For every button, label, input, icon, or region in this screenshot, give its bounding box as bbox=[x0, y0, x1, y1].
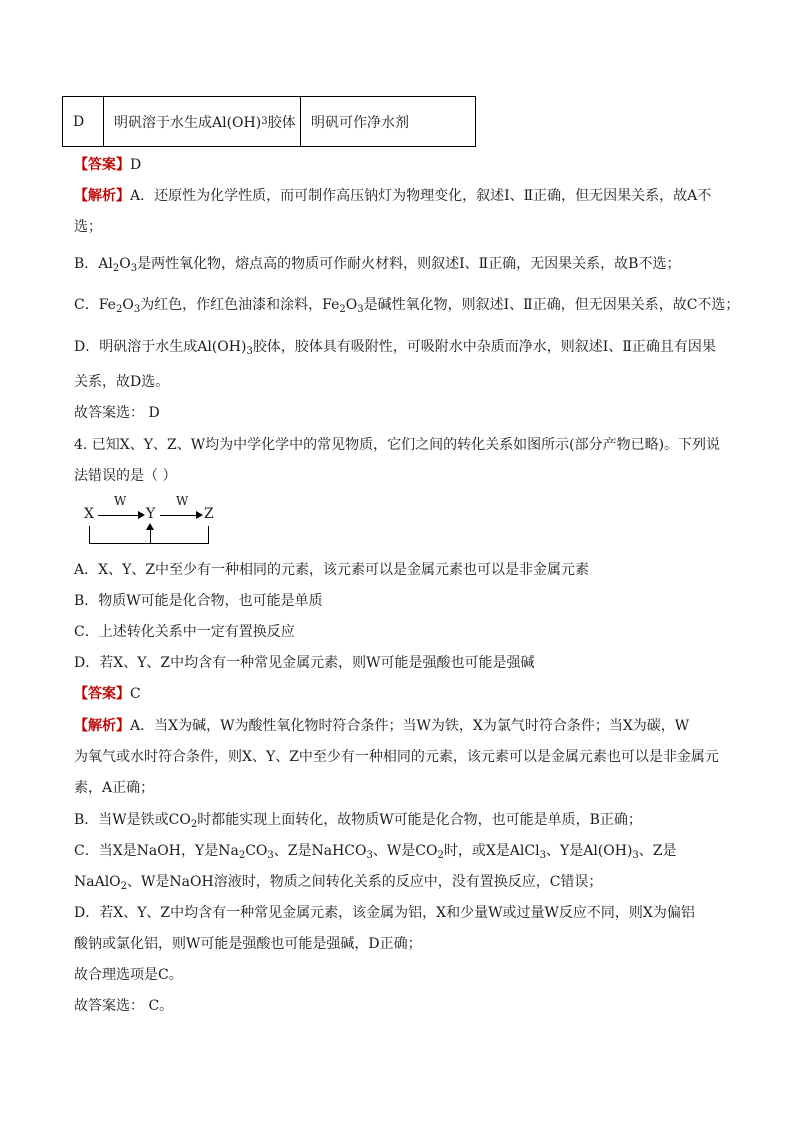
q4-analysis-d1: D．若X、Y、Z中均含有一种常见金属元素，该金属为铝，X和少量W或过量W反应不同，则X为偏铝 bbox=[74, 905, 695, 921]
loop-right bbox=[208, 526, 209, 544]
q4-option-b: B．物质W可能是化合物，也可能是单质 bbox=[74, 593, 323, 609]
q4-final-answer: 故答案选： C。 bbox=[74, 998, 174, 1014]
q3-final-answer: 故答案选： D bbox=[74, 405, 160, 421]
q4-analysis-a3: 素，A正确； bbox=[74, 780, 155, 796]
arrow-x-to-y bbox=[98, 515, 142, 516]
q4-conclusion: 故合理选项是C。 bbox=[74, 967, 183, 983]
arrowhead-icon bbox=[138, 511, 145, 519]
q4-option-d: D．若X、Y、Z中均含有一种常见金属元素，则W可能是强酸也可能是强碱 bbox=[74, 655, 535, 671]
arrowhead-up-icon bbox=[146, 523, 154, 530]
option-table-row bbox=[62, 96, 476, 147]
q3-answer: 【答案】D bbox=[74, 157, 142, 173]
loop-left bbox=[89, 526, 90, 544]
q3-analysis-d2: 关系，故D选。 bbox=[74, 374, 170, 390]
q4-analysis-d2: 酸钠或氯化铝，则W可能是强酸也可能是强碱，D正确； bbox=[74, 936, 422, 952]
diagram-y: Y bbox=[146, 506, 156, 522]
table-cell-use: 明矾可作净水剂 bbox=[311, 114, 409, 131]
diagram-w2: W bbox=[176, 494, 189, 508]
table-cell-option: D bbox=[63, 97, 104, 146]
q4-analysis-a1: 【解析】A．当X为碱，W为酸性氧化物时符合条件；当W为铁，X为氯气时符合条件；当X为碳，W bbox=[74, 718, 690, 734]
q3-analysis-c: C．$Fe_2O_3$为红色，作红色油漆和涂料，$Fe_2O_3$是碱性氧化物，则叙述Ⅰ、Ⅱ正确，但无因果关系，故C不选； bbox=[74, 297, 740, 315]
q4-option-c: C．上述转化关系中一定有置换反应 bbox=[74, 624, 295, 640]
q4-analysis-c2: NaAlO$_2$、W是NaOH溶液时，物质之间转化关系的反应中，没有置换反应，C错误； bbox=[74, 874, 603, 892]
q3-analysis-a1: 【解析】A．还原性为化学性质，而可制作高压钠灯为物理变化，叙述Ⅰ、Ⅱ正确，但无因果关系，故A不 bbox=[74, 188, 712, 204]
q4-option-a: A．X、Y、Z中至少有一种相同的元素，该元素可以是金属元素也可以是非金属元素 bbox=[74, 562, 590, 578]
arrowhead-icon bbox=[196, 511, 203, 519]
diagram-x: X bbox=[84, 506, 94, 522]
q4-analysis-a2: 为氧气或水时符合条件，则X、Y、Z中至少有一种相同的元素，该元素可以是金属元素也可以是非金属元 bbox=[74, 749, 719, 765]
q4-analysis-c1: C．当X是NaOH，Y是$Na_2CO_3$、Z是NaHCO$_3$、W是$CO_2$时，或X是AlCl$_3$、Y是$Al(OH)_3$、Z是 bbox=[74, 843, 677, 861]
q4-analysis-b: B．当W是铁或$CO_2$时都能实现上面转化，故物质W可能是化合物，也可能是单质，B正确； bbox=[74, 812, 642, 830]
loop-up bbox=[150, 528, 151, 544]
arrow-y-to-z bbox=[160, 515, 200, 516]
loop-bottom bbox=[89, 543, 208, 544]
q3-analysis-b: B．$Al_2O_3$是两性氧化物，熔点高的物质可作耐火材料，则叙述Ⅰ、Ⅱ正确，无因果关系，故B不选； bbox=[74, 256, 681, 274]
q4-stem-line1: 4. 已知X、Y、Z、W均为中学化学中的常见物质，它们之间的转化关系如图所示(部分产物已略)。下列说 bbox=[74, 437, 721, 453]
diagram-z: Z bbox=[204, 506, 214, 522]
conversion-diagram bbox=[84, 494, 224, 550]
q3-analysis-a2: 选； bbox=[74, 219, 102, 235]
diagram-w1: W bbox=[114, 494, 127, 508]
q4-answer: 【答案】C bbox=[74, 686, 141, 702]
q4-stem-line2: 法错误的是（ ） bbox=[74, 468, 177, 484]
q3-analysis-d1: D．明矾溶于水生成$Al(OH)_3$胶体，胶体具有吸附性，可吸附水中杂质而净水，则叙述Ⅰ、Ⅱ正确且有因果 bbox=[74, 339, 716, 357]
table-cell-fact: 明矾溶于水生成Al(OH) 3 胶体 bbox=[104, 97, 301, 146]
